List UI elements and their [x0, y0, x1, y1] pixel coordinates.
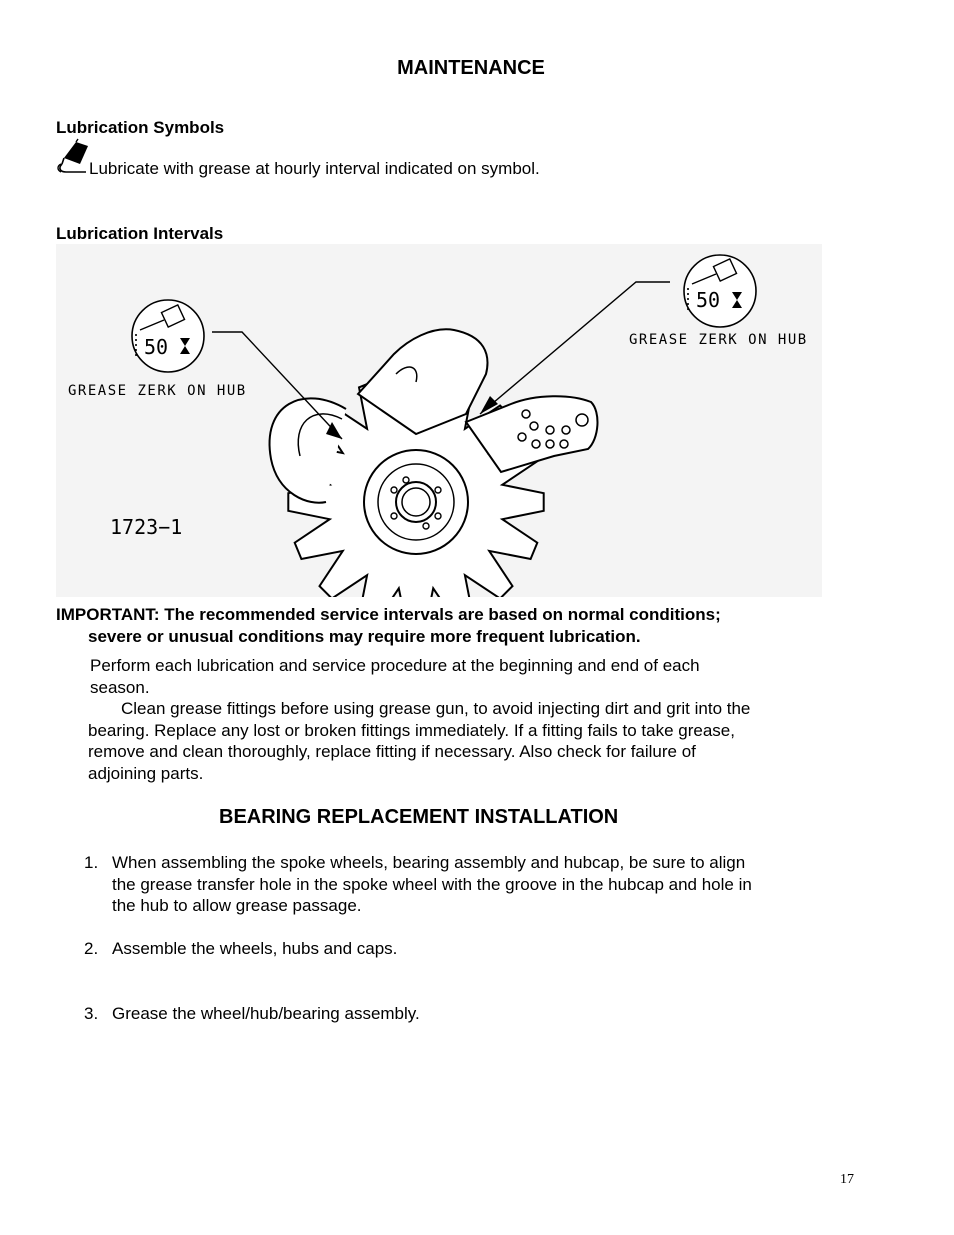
figure-id-label: 1723−1: [110, 515, 183, 539]
lubrication-symbols-heading: Lubrication Symbols: [56, 118, 225, 137]
service-text-line: season.: [90, 678, 150, 697]
grease-gun-icon: [56, 138, 90, 174]
step-text-line: When assembling the spoke wheels, bearing assembly and hubcap, be sure to align: [112, 853, 746, 872]
important-notice-line1: IMPORTANT: The recommended service intervals are based on normal conditions;: [56, 605, 721, 624]
bearing-section-heading: BEARING REPLACEMENT INSTALLATION: [219, 806, 619, 828]
step-text-line: Assemble the wheels, hubs and caps.: [112, 939, 398, 958]
service-text-line: adjoining parts.: [88, 764, 204, 783]
important-notice-line2: severe or unusual conditions may require more frequent lubrication.: [88, 627, 641, 646]
step-text-line: the hub to allow grease passage.: [112, 896, 362, 915]
service-text-line: bearing. Replace any lost or broken fittings immediately. If a fitting fails to take grease,: [88, 721, 735, 740]
lubrication-intervals-heading: Lubrication Intervals: [56, 224, 224, 243]
wheel-hub-figure: [56, 244, 822, 597]
step-text-line: Grease the wheel/hub/bearing assembly.: [112, 1004, 420, 1023]
step-number: 2.: [84, 939, 99, 958]
step-text-line: the grease transfer hole in the spoke wheel with the groove in the hubcap and hole in: [112, 875, 752, 894]
page-title: MAINTENANCE: [397, 57, 545, 79]
left-callout-label: GREASE ZERK ON HUB: [68, 383, 247, 399]
right-callout-hours: 50: [696, 288, 721, 312]
step-number: 1.: [84, 853, 99, 872]
left-callout-hours: 50: [144, 335, 169, 359]
service-text-line: Clean grease fittings before using grease gun, to avoid injecting dirt and grit into the: [121, 699, 751, 718]
service-text-line: remove and clean thoroughly, replace fitting if necessary. Also check for failure of: [88, 742, 696, 761]
page-number: 17: [840, 1172, 854, 1187]
lubrication-symbols-description: Lubricate with grease at hourly interval indicated on symbol.: [89, 159, 540, 178]
step-number: 3.: [84, 1004, 99, 1023]
service-text-line: Perform each lubrication and service procedure at the beginning and end of each: [90, 656, 700, 675]
right-callout-label: GREASE ZERK ON HUB: [629, 332, 808, 348]
